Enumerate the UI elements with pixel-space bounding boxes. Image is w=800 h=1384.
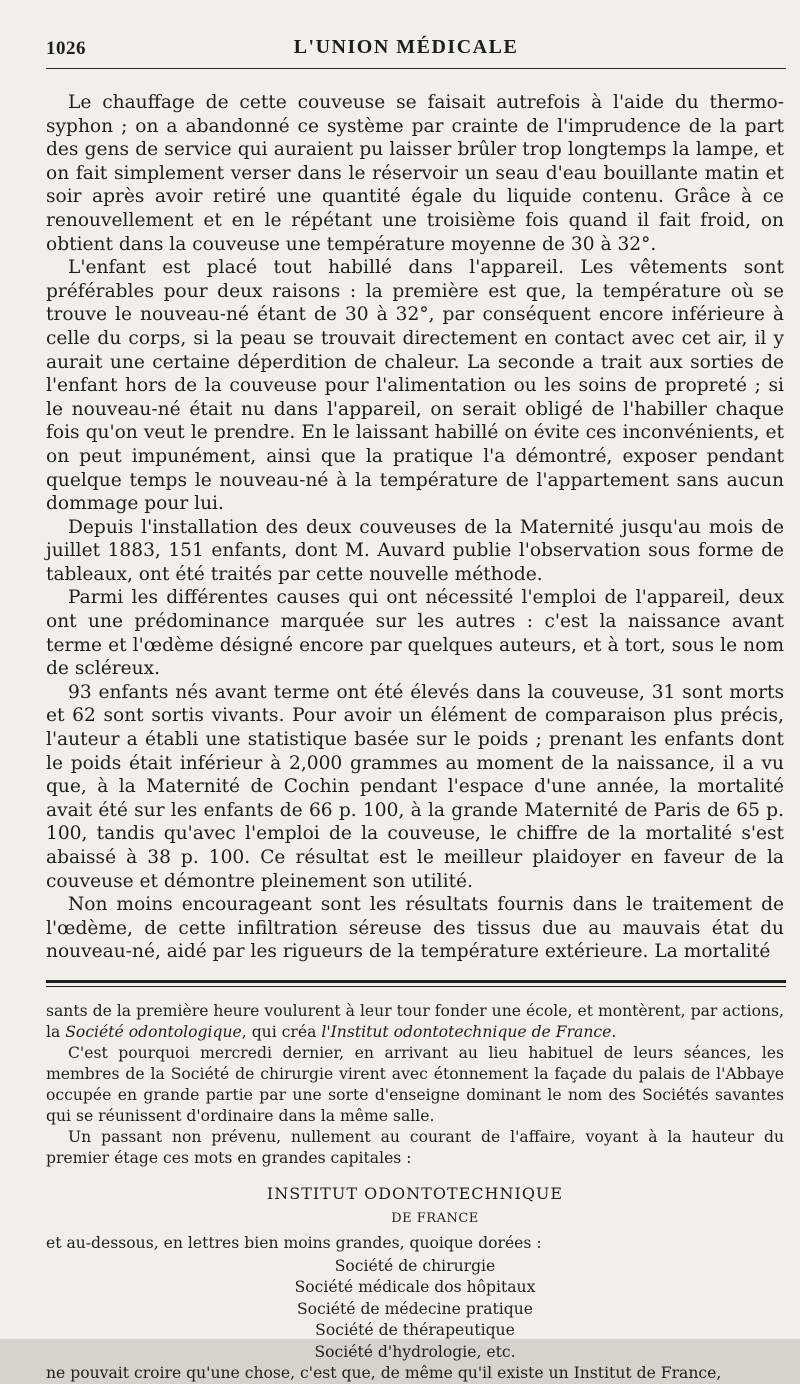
paragraph: Le chauffage de cette couveuse se faisait autrefois à l'aide du thermo-syphon ; on a abandonné ce système par crainte de l'imprudence de la part des gens de service qui auraient pu laisser brûler trop longtemps la lampe, et on fait simplement verser dans le réservoir un seau d'eau bouillante matin et soir après avoir retiré une quantité égale du liquide contenu. Grâce à ce renouvellement et en le répétant une troisième fois quand il fait froid, on obtient dans la couveuse une température moyenne de 30 à 32°. xyxy=(46,92,784,255)
paragraph: Non moins encourageant sont les résultats fournis dans le traitement de l'œdème, de cette infiltration séreuse des tissus due au mauvais état du nouveau-né, aidé par les rigueurs de la température extérieure. La mortalité xyxy=(46,894,784,963)
feuilleton-paragraph: C'est pourquoi mercredi dernier, en arrivant au lieu habituel de leurs séances, les membres de la Société de chirurgie virent avec étonnement la façade du palais de l'Abbaye occupée en grande partie par une sorte d'enseigne dominant le nom des Sociétés savantes qui se réunissent d'ordinaire dans la même salle. xyxy=(46,1043,784,1125)
text-run: sants de la première heure voulurent à leur tour fonder une école, et montèrent, par actions, la xyxy=(46,1001,784,1041)
society-item: Société médicale dos hôpitaux xyxy=(294,1278,536,1297)
feuilleton-paragraph: et au-dessous, en lettres bien moins grandes, quoique dorées : xyxy=(46,1233,542,1252)
text-run: , qui créa xyxy=(241,1022,322,1041)
sign-sub-line: DE FRANCE xyxy=(391,1210,479,1226)
society-list xyxy=(46,1256,784,1364)
paragraph: Depuis l'installation des deux couveuses de la Maternité jusqu'au mois de juillet 1883, 151 enfants, dont M. Auvard publie l'observation sous forme de tableaux, ont été traités par cette nouvelle méthode. xyxy=(46,516,784,585)
running-title: L'UNION MÉDICALE xyxy=(293,36,519,58)
feuilleton-paragraph: Un passant non prévenu, nullement au courant de l'affaire, voyant à la hauteur du premier étage ces mots en grandes capitales : xyxy=(46,1127,784,1167)
society-item: Société de thérapeutique xyxy=(315,1321,515,1340)
italic-text: l'Institut odontotechnique de France xyxy=(321,1022,612,1041)
paragraph: Parmi les différentes causes qui ont nécessité l'emploi de l'appareil, deux ont une prédominance marquée sur les autres : c'est la naissance avant terme et l'œdème désigné encore par quelques auteurs, et à tort, sous le nom de scléreux. xyxy=(46,587,784,680)
paragraph: 93 enfants nés avant terme ont été élevés dans la couveuse, 31 sont morts et 62 sont sortis vivants. Pour avoir un élément de comparaison plus précis, l'auteur a établi une statistique basée sur le poids ; prenant les enfants dont le poids était inférieur à 2,000 grammes au moment de la naissance, il a vu que, à la Maternité de Cochin pendant l'espace d'une année, la mortalité avait été sur les enfants de 66 p. 100, à la grande Maternité de Paris de 65 p. 100, tandis qu'avec l'emploi de la couveuse, le chiffre de la mortalité s'est abaissé à 38 p. 100. Ce résultat est le meilleur plaidoyer en faveur de la couveuse et démontre pleinement son utilité. xyxy=(46,681,784,892)
feuilleton-separator xyxy=(46,980,786,987)
society-item: Société de chirurgie xyxy=(334,1256,496,1275)
sign-text xyxy=(46,1183,784,1229)
page-number: 1026 xyxy=(46,38,86,59)
feuilleton-paragraph: ne pouvait croire qu'une chose, c'est que, de même qu'il existe un Institut de France, xyxy=(46,1364,722,1383)
paragraph: L'enfant est placé tout habillé dans l'appareil. Les vêtements sont préférables pour deux raisons : la première est que, la température où se trouve le nouveau-né étant de 30 à 32°, par conséquent encore inférieure à celle du corps, si la peau se trouvait directement en contact avec cet air, il y aurait une certaine déperdition de chaleur. La seconde a trait aux sorties de l'enfant hors de la couveuse pour l'alimentation ou les soins de propreté ; si le nouveau-né était nu dans l'appareil, on serait obligé de l'habiller chaque fois qu'on veut le prendre. En le laissant habillé on évite ces inconvénients, et on peut impunément, ainsi que la pratique l'a démontré, exposer pendant quelque temps le nouveau-né à la température de l'appartement sans aucun dommage pour lui. xyxy=(46,257,784,515)
society-item: Société de médecine pratique xyxy=(296,1299,534,1318)
text-run: . xyxy=(611,1022,617,1041)
feuilleton-paragraph xyxy=(46,1001,784,1043)
page-header xyxy=(46,30,766,62)
italic-text: Société odontologique xyxy=(65,1022,242,1041)
header-rule xyxy=(46,68,786,69)
feuilleton xyxy=(46,1001,784,1384)
main-article xyxy=(46,91,784,964)
society-item: Société d'hydrologie, etc. xyxy=(314,1342,516,1361)
sign-main-line: INSTITUT ODONTOTECHNIQUE xyxy=(266,1183,564,1203)
